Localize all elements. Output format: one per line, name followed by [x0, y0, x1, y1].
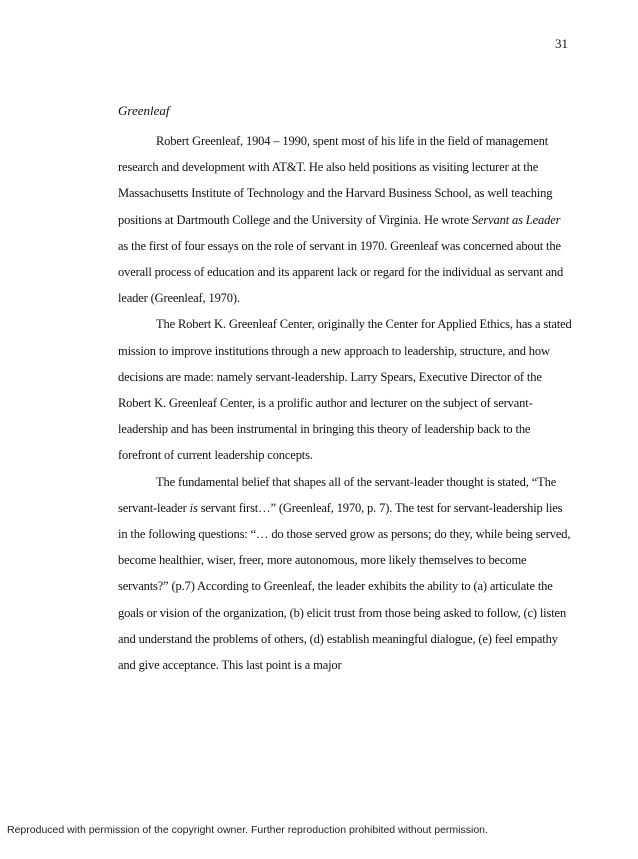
paragraph-text: as the first of four essays on the role of servant in 1970. Greenleaf was concerned about the overall process of education and its apparent lack or regard for the individual as servant and leader (Greenleaf, 1970). — [118, 238, 564, 306]
book-title: Servant as Leader — [471, 212, 561, 227]
section-heading: Greenleaf — [118, 103, 170, 118]
emphasis: is — [189, 500, 198, 515]
copyright-footer: Reproduced with permission of the copyright owner. Further reproduction prohibited without permission. — [7, 824, 488, 836]
page-number: 31 — [555, 36, 568, 51]
paragraph-fundamental-belief — [118, 469, 573, 679]
paragraph-text: servant first…” (Greenleaf, 1970, p. 7). The test for servant-leadership lies in the following questions: “… do those served grow as persons; do they, while being served, become healthier, wiser, freer, more autonomous, more likely themselves to become servants?” (p.7) According to Greenleaf, the leader exhibits the ability to (a) articulate the goals or vision of the organization, (b) elicit trust from those being asked to follow, (c) listen and understand the problems of others, (d) establish meaningful dialogue, (e) feel empathy and give acceptance. This last point is a major — [118, 500, 571, 673]
paragraph-text: The fundamental belief that shapes all of the servant-leader thought is stated, “The servant-leader — [118, 474, 557, 515]
paragraph-greenleaf-center — [118, 311, 573, 468]
paragraph-text: The Robert K. Greenleaf Center, originally the Center for Applied Ethics, has a stated mission to improve institutions through a new approach to leadership, structure, and how decisions are made: namely servant-leadership. Larry Spears, Executive Director of the Robert K. Greenleaf Center, is a prolific author and lecturer on the subject of servant-leadership and has been instrumental in bringing this theory of leadership back to the forefront of current leadership concepts. — [118, 317, 572, 463]
body-text — [118, 128, 573, 678]
paragraph-greenleaf-bio — [118, 128, 573, 311]
paragraph-text: Robert Greenleaf, 1904 – 1990, spent most of his life in the field of management research and development with AT&T. He also held positions as visiting lecturer at the Massachusetts Institute of Technology and the Harvard Business School, as well teaching positions at Dartmouth College and the University of Virginia. He wrote — [118, 134, 553, 227]
